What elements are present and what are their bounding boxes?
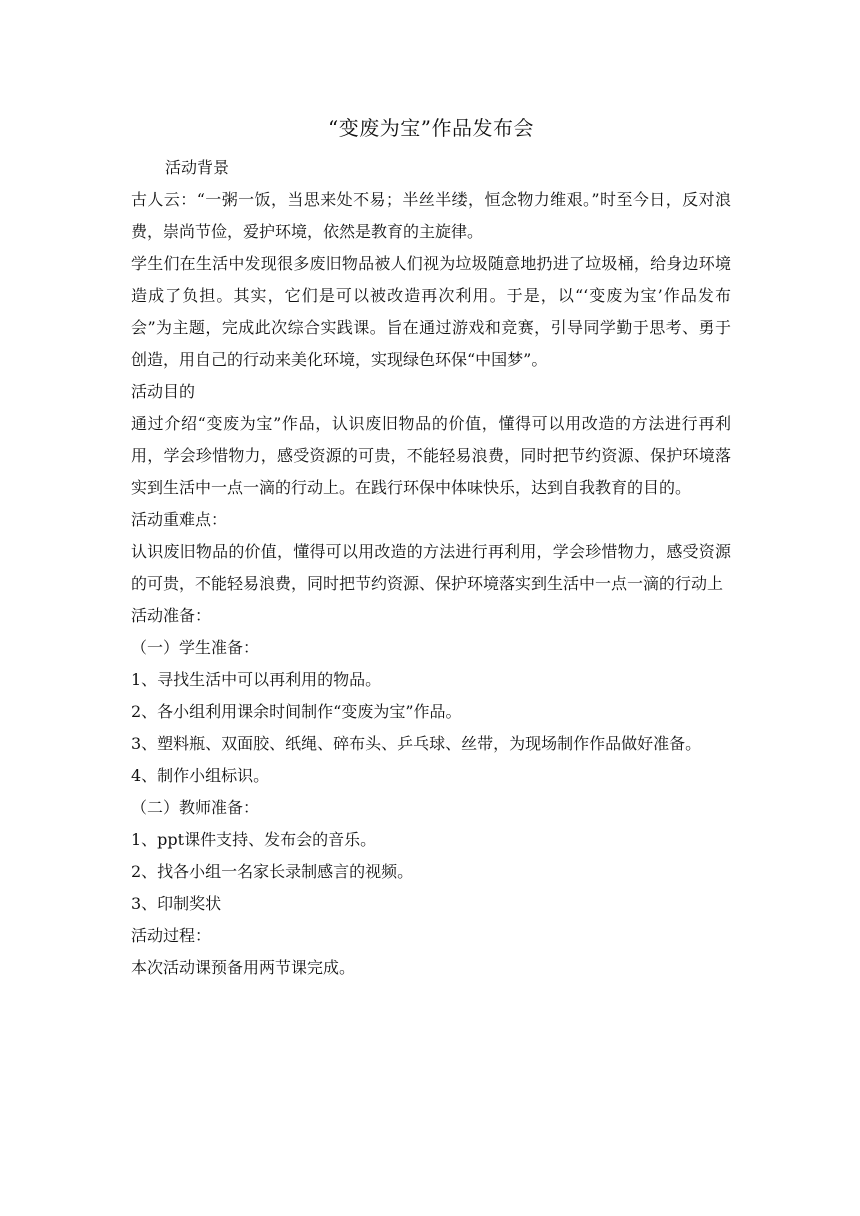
paragraph: 本次活动课预备用两节课完成。 xyxy=(131,958,356,977)
document-body xyxy=(131,152,731,984)
paragraph: 古人云：“一粥一饭，当思来处不易；半丝半缕，恒念物力维艰。”时至今日，反对浪费，崇尚节俭，爱护环境，依然是教育的主旋律。 xyxy=(131,190,731,241)
paragraph: （一）学生准备： xyxy=(131,638,260,657)
paragraph: 1、寻找生活中可以再利用的物品。 xyxy=(131,670,382,689)
paragraph: 通过介绍“变废为宝”作品，认识废旧物品的价值，懂得可以用改造的方法进行再利用，学会珍惜物力，感受资源的可贵，不能轻易浪费，同时把节约资源、保护环境落实到生活中一点一滴的行动上。在践行环保中体味快乐，达到自我教育的目的。 xyxy=(131,414,731,497)
paragraph: 活动背景 xyxy=(165,158,230,177)
paragraph: 2、找各小组一名家长录制感言的视频。 xyxy=(131,862,414,881)
paragraph: （二）教师准备： xyxy=(131,798,260,817)
paragraph: 学生们在生活中发现很多废旧物品被人们视为垃圾随意地扔进了垃圾桶，给身边环境造成了负担。其实，它们是可以被改造再次利用。于是，以“‘变废为宝’作品发布会”为主题，完成此次综合实践课。旨在通过游戏和竞赛，引导同学勤于思考、勇于创造，用自己的行动来美化环境，实现绿色环保“中国梦”。 xyxy=(131,254,731,369)
document-title: “变废为宝”作品发布会 xyxy=(328,116,534,140)
paragraph: 活动过程： xyxy=(131,926,212,945)
document-page xyxy=(131,0,731,1216)
paragraph: 活动重难点： xyxy=(131,510,228,529)
paragraph: 认识废旧物品的价值，懂得可以用改造的方法进行再利用，学会珍惜物力，感受资源的可贵，不能轻易浪费，同时把节约资源、保护环境落实到生活中一点一滴的行动上 xyxy=(131,542,731,593)
paragraph: 1、ppt课件支持、发布会的音乐。 xyxy=(131,830,377,849)
paragraph: 活动准备： xyxy=(131,606,212,625)
paragraph: 4、制作小组标识。 xyxy=(131,766,270,785)
paragraph: 2、各小组利用课余时间制作“变废为宝”作品。 xyxy=(131,702,462,721)
paragraph: 3、印制奖状 xyxy=(131,894,222,913)
paragraph: 3、塑料瓶、双面胶、纸绳、碎布头、乒乓球、丝带，为现场制作作品做好准备。 xyxy=(131,734,702,753)
paragraph: 活动目的 xyxy=(131,382,196,401)
